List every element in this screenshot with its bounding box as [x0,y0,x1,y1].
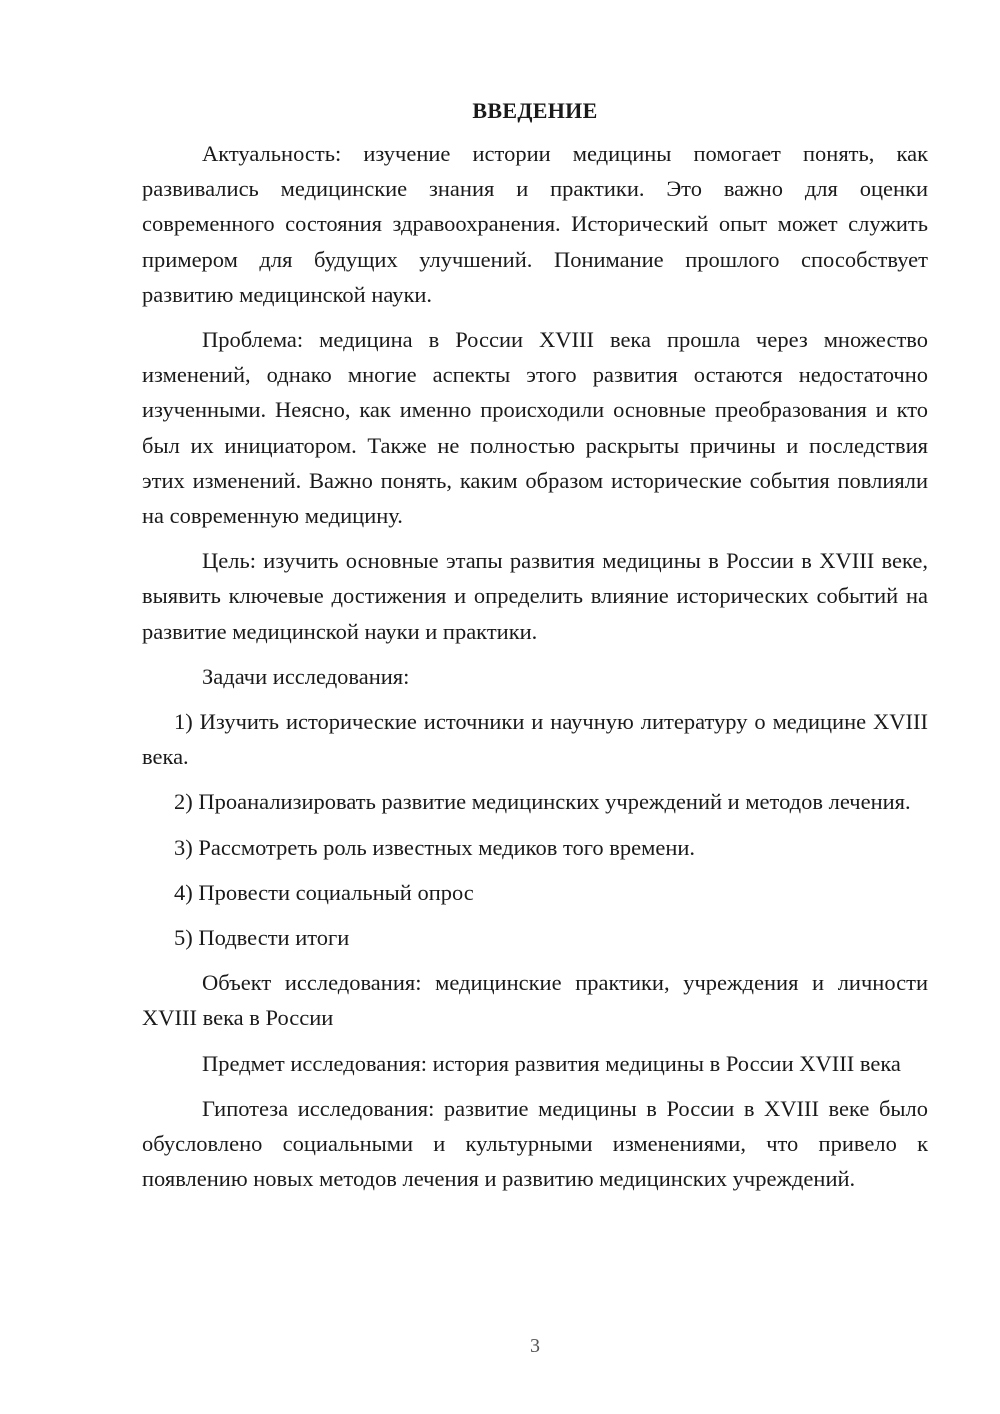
object-paragraph: Объект исследования: медицинские практики, учреждения и личности XVIII века в России [142,970,928,1031]
relevance-paragraph: Актуальность: изучение истории медицины помогает понять, как развивались медицинские знания и практики. Это важно для оценки современного состояния здравоохранения. Исторический опыт может служить примером для будущих улучшений. Понимание прошлого способствует развитию медицинской науки. [142,141,928,307]
task-item-5: 5) Подвести итоги [174,925,350,951]
problem-paragraph: Проблема: медицина в России XVIII века прошла через множество изменений, однако многие аспекты этого развития остаются недостаточно изученными. Неясно, как именно происходили основные преобразования и кто был их инициатором. Также не полностью раскрыты причины и последствия этих изменений. Важно понять, каким образом исторические события повлияли на современную медицину. [142,327,928,529]
subject-paragraph: Предмет исследования: история развития медицины в России XVIII века [202,1050,901,1076]
document-page [142,96,928,1206]
page-number: 3 [530,1335,540,1357]
goal-paragraph: Цель: изучить основные этапы развития медицины в России в XVIII веке, выявить ключевые достижения и определить влияние исторических событий на развитие медицинской науки и практики. [142,548,928,644]
section-title: ВВЕДЕНИЕ [472,98,598,123]
tasks-heading: Задачи исследования: [202,663,410,689]
task-item-1: 1) Изучить исторические источники и научную литературу о медицине XVIII века. [142,709,928,770]
task-item-2: 2) Проанализировать развитие медицинских учреждений и методов лечения. [174,789,911,815]
hypothesis-paragraph: Гипотеза исследования: развитие медицины в России в XVIII веке было обусловлено социальными и культурными изменениями, что привело к появлению новых методов лечения и развитию медицинских учреждений. [142,1095,928,1192]
task-item-3: 3) Рассмотреть роль известных медиков того времени. [174,834,696,860]
task-item-4: 4) Провести социальный опрос [174,879,474,905]
